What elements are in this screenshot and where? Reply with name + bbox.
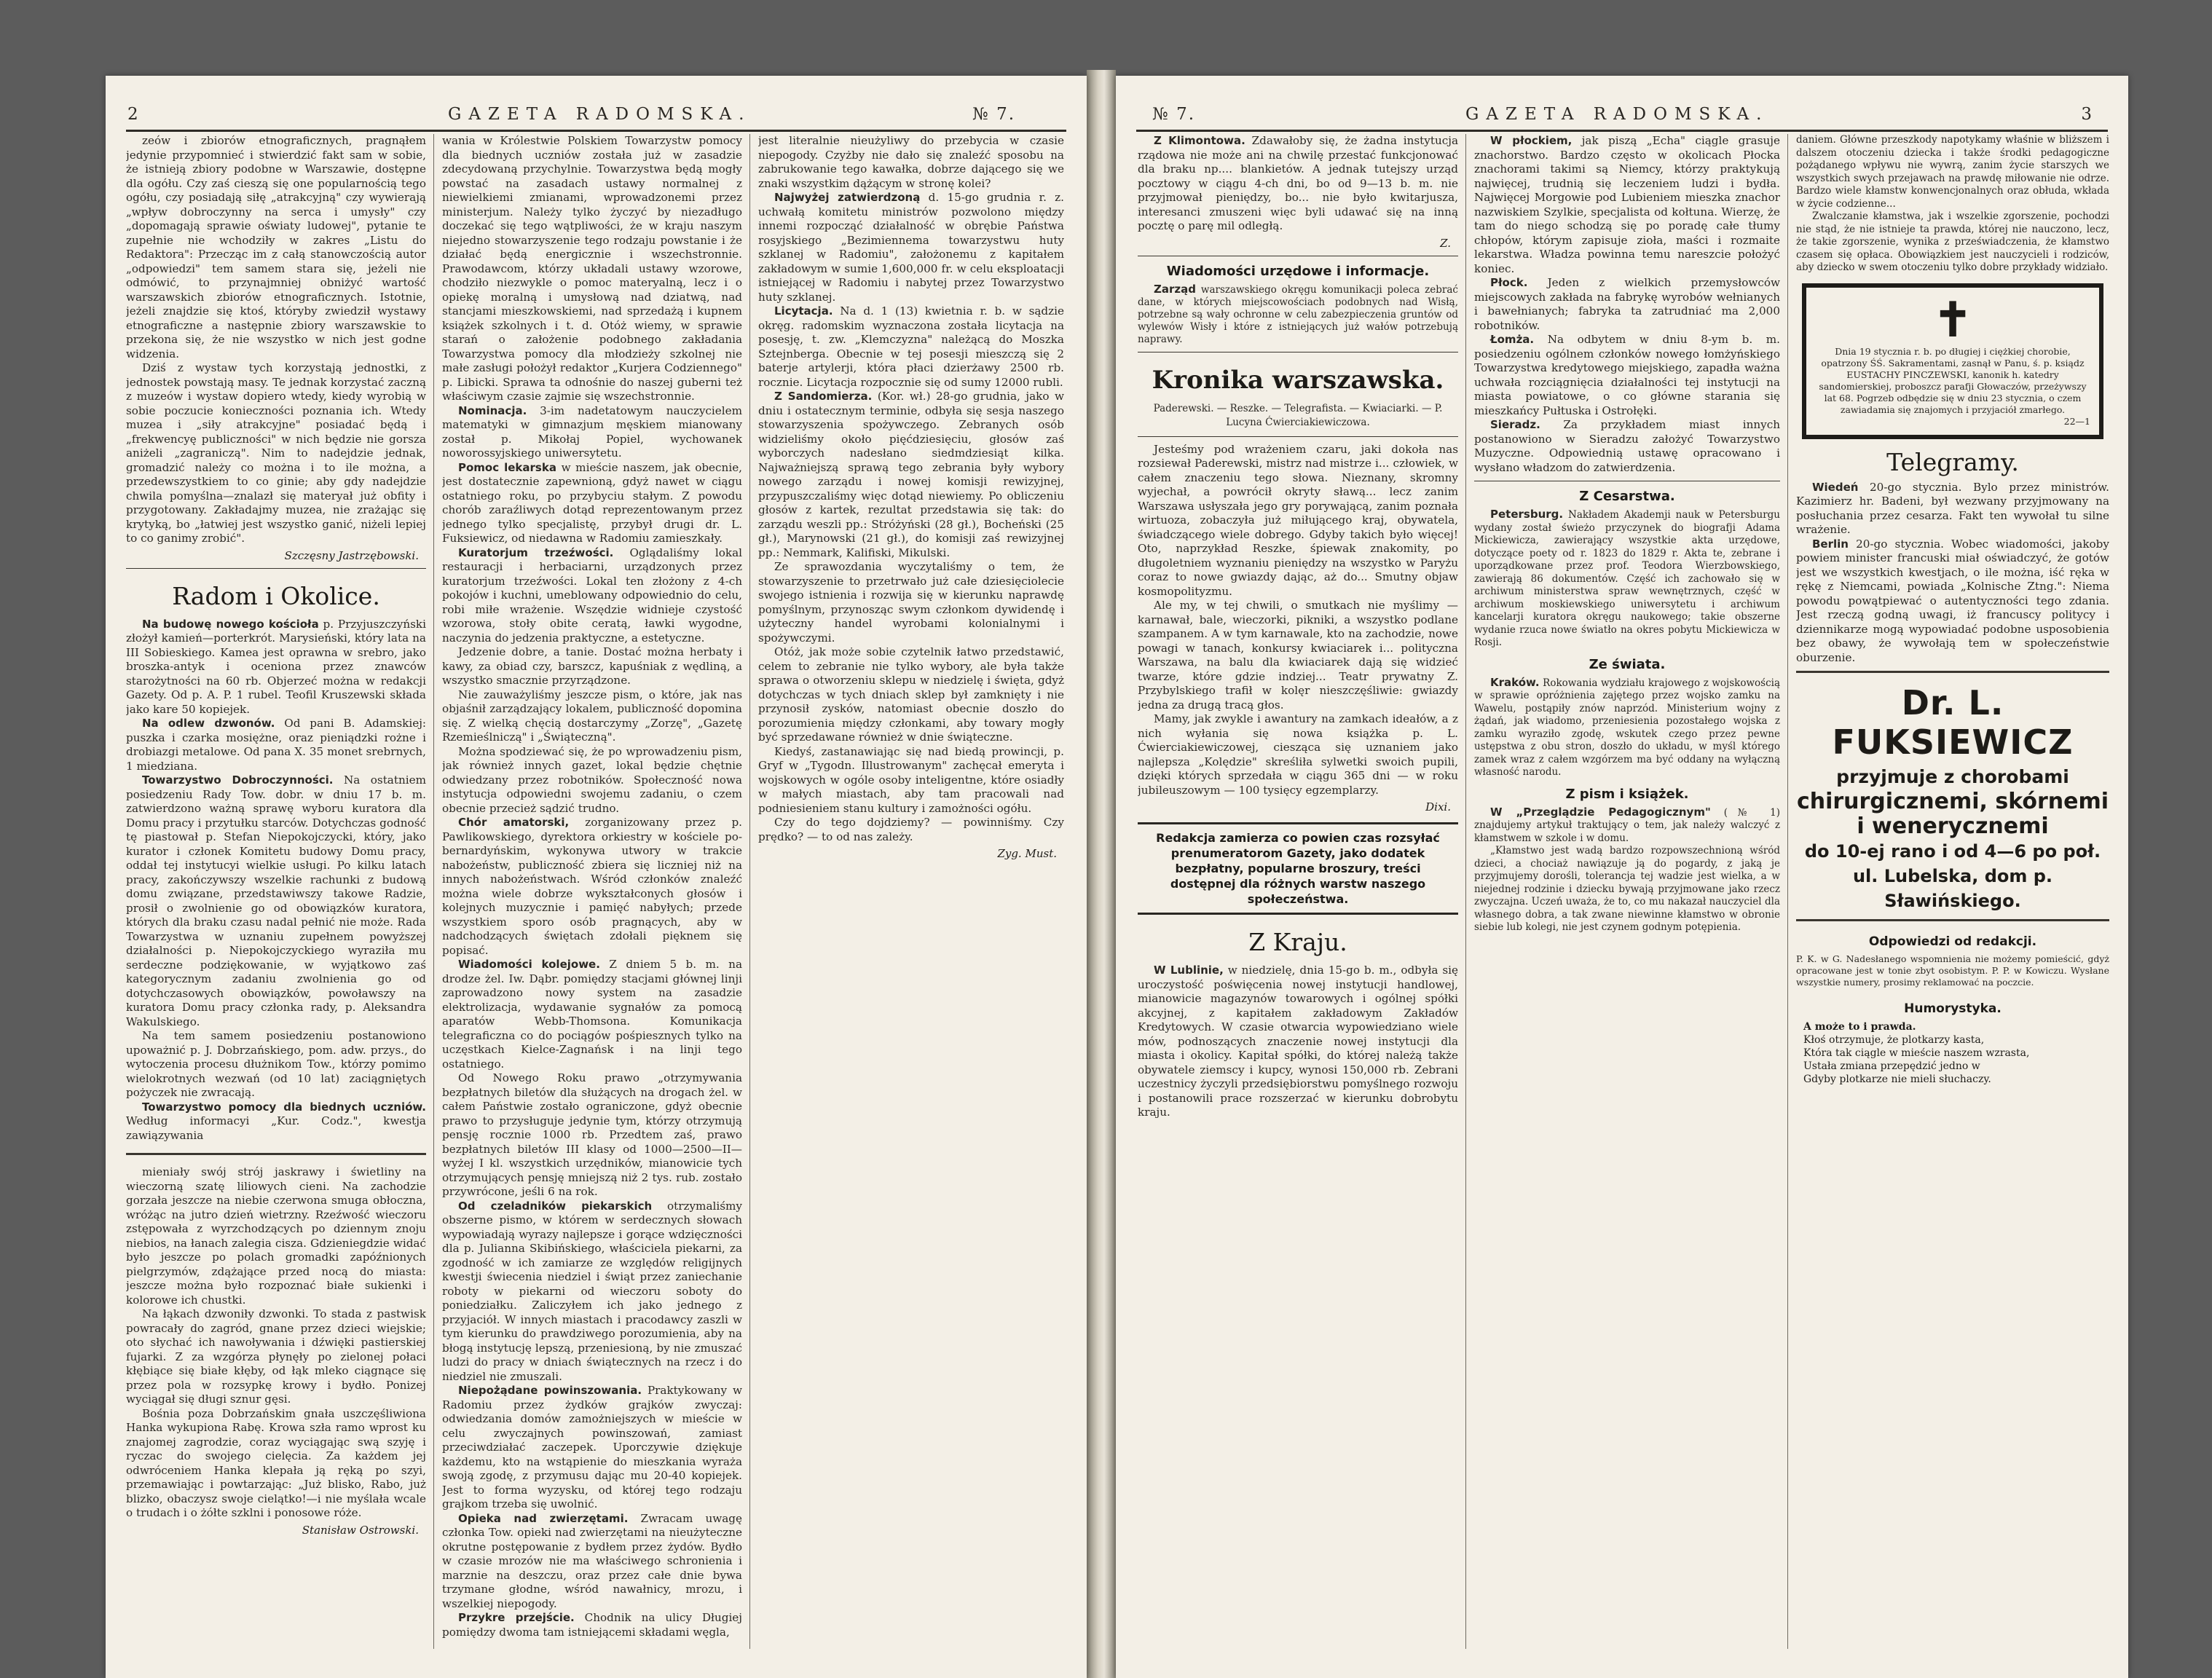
article-text: Zwalczanie kłamstwa, jak i wszelkie zgorszenie, pochodzi nie stąd, że nie istnieje ta prawda, której nie nauczono, lecz, że takie zgorszenie, wynika z przeświadczenia, że kłamstwo czasem się opłaca. Obowiązkiem jest nauczycieli i rodziców, aby dziecko w swem otoczeniu tylko dobre przykłady widziało. [1796, 210, 2109, 273]
column-3 [758, 134, 1064, 1649]
left-page [106, 76, 1087, 1678]
section-heading: Z Cesarstwa. [1579, 489, 1675, 504]
ad-line: chirurgicznemi, skórnemi [1796, 789, 2109, 814]
news-text: Ze sprawozdania wyczytaliśmy o tem, że stowarzyszenie to przetrwało już całe dziesięciolecie swojego istnienia i rozwija się w kierunku naprawdę pomyślnym, przynosząc swym członkom dywidendę i użyteczny handel wyrobami kolonialnymi i spożywczymi. [758, 560, 1064, 645]
header-rule [126, 130, 1066, 132]
kronika-text: Ale my, w tej chwili, o smutkach nie myślimy — karnawał, bale, wieczorki, pikniki, a wszystko podlane szampanem. A w tym karnawale, kto na zachodzie, nowe powagi w tanach, konkursy kwiaciarek i... polityczna Warszawa, na balu dla kwiaciarek dają się widzieć twarze, które gdzie indziej... Teatr prywatny Z. Przybylskiego trafił w kolęr nieszczęśliwie: gwiazdy jedna za drugą tracą głos. [1138, 599, 1458, 712]
news-lead: W Lublinie, [1154, 964, 1224, 977]
news-text: Zwracam uwagę członka Tow. opieki nad zwierzętami na nieużyteczne okrutne postępowanie z bydłem przez żydów. Bydło w czasie mrozów nie ma właściwego schronienia i marznie na deszczu, oraz przez całe dnie bywa trzymane głodne, wśród nawałnicy, mrozu, i wszelkiej niepogody. [442, 1511, 742, 1610]
news-text: w niedzielę, dnia 15-go b. m., odbyła się uroczystość poświęcenia nowej instytucji handlowej, mianowicie magazynów towarowych i ogólnej spółki akcyjnej, z kapitałem zakładowym Zakładów Kredytowych. W czasie otwarcia wypowiedziano wiele mów, podnoszących znaczenie nowej instytucji dla miasta i okolicy. Kapitał spółki, do której należą także obywatele ziemscy i kupcy, wynosi 150,000 rb. Zebrani uczestnicy życzyli przedsiębiorstwu pomyślnego rozwoju i postanowili prace rozszerzać w kierunku dobrobytu kraju. [1138, 964, 1458, 1119]
news-text: (№ 1) znajdujemy artykuł traktujący o tem, jak należy walczyć z kłamstwem w szkole i w domu. [1474, 806, 1780, 844]
news-lead: W „Przeglądzie Pedagogicznym" [1490, 805, 1711, 819]
article-text: daniem. Główne przeszkody napotykamy właśnie w bliższem i dalszem otoczeniu dziecka i także środki pedagogiczne pożądanego wpływu nie wywrą, zanim życie starszych we wszystkich swych przejawach na prawdę miłowanie nie odrze. Bardzo wiele kłamstw konwencjonalnych oraz obłuda, wkłada w życie codzienne... [1796, 134, 2109, 210]
signature: Stanisław Ostrowski. [302, 1523, 419, 1537]
column-1 [126, 134, 426, 1649]
replies-text: P. K. w G. Nadesłanego wspomnienia nie możemy pomieścić, gdyż opracowane jest w tonie zbyt osobistym. P. P. w Kowiczu. Wysłane wszystkie numery, prosimy reklamować na poczcie. [1796, 953, 2109, 988]
feuilleton-text: mieniały swój strój jaskrawy i świetliny na wieczorną szatę liliowych cieni. Na zachodzie gorzała jeszcze na niebie czerwona smuga obłoczna, wróżąc na jutro dzień wietrzny. Rzeźwość wieczoru zstępowała z wyrzchodzących po dziennym znoju niebios, na łanach zalegia cisza. Gdzieniegdzie widać było jeszcze po polach gromadki zapóźnionych pielgrzymów, zdążające przed nocą do miasta: jeszcze można było rozpoznać białe sukienki i kolorowe ich chustki. [126, 1165, 426, 1307]
editorial-notice: Redakcja zamierza co powien czas rozsyłać prenumeratorom Gazety, jako dodatek bezpłatny, popularne broszury, treści dostępnej dla różnych warstw naszego społeczeństwa. [1138, 822, 1458, 915]
news-text: warszawskiego okręgu komunikacji poleca zebrać dane, w których miejscowościach podobnych nad Wisłą, potrzebne są wały ochronne w celu zabezpieczenia gruntów od wylewów Wisły i które z istniejących już wałów potrzebują naprawy. [1138, 283, 1458, 345]
news-text: Na tem samem posiedzeniu postanowiono upoważnić p. J. Dobrzańskiego, pom. adw. przys., do wytoczenia procesu dłużnikom Tow., którzy pomimo wielokrotnych wezwań (od 10 lat) zaciągniętych pożyczek nie zwracają. [126, 1029, 426, 1099]
column-2 [1474, 134, 1780, 1649]
news-text: d. 15-go grudnia r. z. uchwałą komitetu ministrów pozwolono między innemi rozpocząć działalność w obrębie Państwa rosyjskiego „Bezimiennema towarzystwu huty szklanej w Radomiu", założonemu z kapitałem zakładowym w sumie 1,600,000 fr. w celu eksploatacji istniejącej w Radomiu i nabytej przez Towarzystwo huty szklanej. [758, 191, 1064, 304]
ad-line: do 10-ej rano i od 4—6 po poł. [1804, 841, 2101, 862]
news-text: otrzymaliśmy obszerne pismo, w którem w serdecznych słowach wypowiadają wyrazy najlepsze i gorące wdzięczności dla p. Julianna Skibińskiego, właściciela piekarni, za zgodność w ich zamiarze ze względów religijnych kwestji świecenia niedziel i świąt przez zaniechanie roboty w piekarni od wieczoru soboty do poniedziałku. Zaliczyłem ich jako jednego z przyjaciół. W innych miastach i pracodawcy zaszli w tym kierunku do prawdziwego porozumienia, aby na błogą instytucję lepszą, przeniesioną, by nie zmuszać ludzi do pracy w dniach świątecznych na rzecz i do niedziel nie zmuszali. [442, 1199, 742, 1383]
kronika-text: Jesteśmy pod wrażeniem czaru, jaki dokoła nas rozsiewał Paderewski, mistrz nad mistrze i... człowiek, w całem znaczeniu tego słowa. Nieznany, skromny wyjechał, a powrócił okryty sławą... lecz zanim Warszawa usłyszała jego gry porywającą, zanim poznała wirtuoza, zobaczyła już miłującego kraj, obywatela, świadczącego wiele dobrego. Gdyby takich było więcej! Oto, naprzykład Reszke, śpiewak znakomity, po długoletniem wyznaniu pieniędzy na wszystko w Paryżu coraz to nowe gwiazdy dając, aż do... Smutny objaw kosmopolityzmu. [1138, 442, 1458, 598]
ad-line: ul. Lubelska, dom p. Sławińskiego. [1852, 866, 2053, 911]
news-lead: Od czeladników piekarskich [458, 1199, 653, 1213]
news-text: Za przykładem miast innych postanowiono w Sieradzu założyć Towarzystwo Muzyczne. Odpowiednią ustawę opracowano i wysłano władzom do zatwierdzenia. [1474, 418, 1780, 474]
signature: Szczęsny Jastrzębowski. [284, 548, 419, 562]
news-text: „Kłamstwo jest wadą bardzo rozpowszechnioną wśród dzieci, a chociaż nawiązuje ją do pogardy, z jaką je przyjmujemy dorośli, tolerancja tej wadzie jest wielka, a w niejednej rodzinie i dziecku bywają przyjmowane jako rzecz zwyczajna. Uczeń uważa, że to, co mu nakazał nauczyciel dla własnego dobra, a tak zwane niewinne kłamstwo w obronie siebie lub kolegi, nie jest czynem godnym potępienia. [1474, 845, 1780, 933]
news-text: (Kor. wł.) 28-go grudnia, jako w dniu i ostatecznym terminie, odbyła się sesja naszego stowarzyszenia spożywczego. Zebranych osób widzieliśmy około pięćdziesięciu, głosów zaś wyborczych nadesłano siedmdziesiąt kilka. Najważniejszą sprawą tego zebrania były wybory nowego zarządu i nowej komisji rewizyjnej, przypuszczaliśmy więc dotąd niewiemy. Po obliczeniu głosów z kartek, rezultat przedstawia się tak: do zarządu weszli pp.: Stróżyński (28 gł.), Bocheński (25 gł.), Marynowski (21 gł.), do komisji zaś rewizyjnej pp.: Nemmark, Kalifiski, Mikulski. [758, 390, 1064, 559]
news-lead: Berlin [1812, 537, 1849, 551]
kronika-text: Mamy, jak zwykle i awantury na zamkach ideałów, a z nich wyłania się nowa książka p. L. Ćwierciakiewiczowej, ciesząca się uznaniem jako najlepsza „Kolędzie" skreśliła sylwetki swoich pupili, dzięki których sprzedała w ciągu 365 dni — w roku jubileuszowym — 100 tysięcy egzemplarzy. [1138, 712, 1458, 797]
issue-number-right: № 7. [1152, 105, 1196, 124]
header-rule [1136, 130, 2108, 132]
ad-doctor-name: Dr. L. FUKSIEWICZ [1832, 683, 2074, 762]
column-separator [1465, 134, 1466, 1649]
news-text: Czy do tego dojdziemy? — powinniśmy. Czy prędko? — to od nas zależy. [758, 816, 1064, 843]
news-lead: Z Klimontowa. [1154, 134, 1245, 147]
humor-subtitle: A może to i prawda. [1803, 1021, 1916, 1033]
column-separator [749, 134, 750, 1649]
news-lead: Wiedeń [1812, 480, 1859, 494]
news-lead: Nominacja. [458, 403, 527, 417]
humor-line: Kłoś otrzymuje, że plotkarzy kasta, [1803, 1034, 1985, 1046]
news-text: Od Nowego Roku prawo „otrzymywania bezpłatnych biletów dla służących na drogach żel. w całem Państwie zostało ograniczone, gdyż obecnie prawo to przysługuje jedynie tym, którzy otrzymują pensję rocznie 1000 rb. Przedtem zaś, prawo bezpłatnych biletów III klasy od 1000—2500—II—wyżej I kl. wszystkich urzędników, mianowicie tych otrzymujących pensję mniejszą niż 2 tys. rub. zostało przywrócone, jeśli 6 na rok. [442, 1071, 742, 1198]
article-text: zeów i zbiorów etnograficznych, pragnąłem jedynie przypomnieć i stwierdzić fakt sam w sobie, że istnieją zbiory podobne w Warszawie, dostępne dla ogółu. Czy zaś cieszą się one popularnością tego ogółu, czy posiadają siłę „atrakcyjną" czy wywierają „wpływ dobroczynny na serca i umysły" czy „dopomagają sprawie oświaty ludowej", pytanie te zupełnie nie wchodziły w zakres „Listu do Redaktora": Przecząc im z całą stanowczością autor „odpowiedzi" tem samem stara się, jeżeli nie odmówić, to przynajmniej obniżyć wartość warszawskich zbiorów etnograficznych. Istotnie, jeżeli znajdzie się ktoś, któryby zwiedził wystawy etnograficzne a następnie zbiory warszawskie to przekona się, że nie wszystko w nich jest godne widzenia. [126, 134, 426, 361]
news-text: Rokowania wydziału krajowego z wojskowością w sprawie opróżnienia zajętego przez wojsko zamku na Wawelu, postąpiły znów naprzód. Ministerium wojny z żądań, jak wiadomo, przeniesienia pozostałego wojska z zamku wyraziło zgodę, wskutek czego przez pewne ustępstwa z obu stron, doszło do układu, w myśl którego zamek wraz z całem wzgórzem ma być oddany na wyłączną własność narodu. [1474, 677, 1780, 778]
news-lead: Sieradz. [1490, 418, 1540, 431]
news-text: Na ostatniem posiedzeniu Rady Tow. dobr. w dniu 17 b. m. zatwierdzono ważną sprawę wyboru kuratora dla Domu pracy i przytułku starców. Dotychczas godność tę piastował p. Stefan Niepokojczycki, który, jako kurator i członek Komitetu budowy Domu pracy, oddał tej instytucyi wielkie usługi. Po kilku latach pracy, zakończywszy wszelkie rachunki z budową domu związane, przedstawiwszy takowe Radzie, prosił o zwolnienie go od obowiązków kuratora, których dla braku czasu nadal pełnić nie może. Rada Towarzystwa w uznaniu zupełnem powyższej działalności p. Niepokojczyckiego wyraziła mu serdeczne podziękowanie, w wyjątkowo zaś kategorycznym zadaniu zwolnienia go od dotychczasowych obowiązków, powoławszy na kuratora Domu pracy członka rady, p. Aleksandra Wakulskiego. [126, 773, 426, 1028]
telegrams-title: Telegramy. [1886, 447, 2019, 476]
news-lead: Towarzystwo pomocy dla biednych uczniów. [142, 1100, 426, 1114]
right-page [1116, 76, 2128, 1678]
news-text: Zdawałoby się, że żadna instytucja rządowa nie może ani na chwilę przestać funkcjonować dla braku np.... blankietów. A jednak tutejszy urząd pocztowy w ciągu 4-ch dni, bo od 9—13 b. m. nie przyjmował pieniędzy, bo... nie było kwitarjusza, interesanci zmuszeni więc byli udawać się na inną pocztę o parę mil odległą. [1138, 134, 1458, 232]
humor-line: Ustała zmiana przepędzić jedno w [1803, 1060, 1980, 1072]
column-separator [433, 134, 434, 1649]
obituary-box [1802, 283, 2103, 439]
news-text: Od pani B. Adamskiej: puszka i czarka mosiężne, oraz pieniądzki rożne i drobiazgi metalowe. Od pana X. 35 monet srebrnych, 1 miedziana. [126, 717, 426, 773]
divider [1796, 919, 2109, 921]
news-lead: Towarzystwo Dobroczynności. [142, 773, 334, 787]
news-text: 20-go stycznia. Wobec wiadomości, jakoby powiem minister francuski miał oświadczyć, że gotów jest we wszystkich kwestjach, o ile można, iść ręka w rękę z Niemcami, powiada „Kolnische Ztng.": Niema powodu powątpiewać o autentyczności tego zdania. Jest rzeczą godną uwagi, iż francuscy politycy i dziennikarze mogą wypowiadać podobne usposobienia bez obawy, że wywołają tem w społeczeństwie oburzenie. [1796, 537, 2109, 664]
humor-line: Która tak ciągle w mieście naszem wzrasta, [1803, 1047, 2030, 1059]
humor-title: Humorystyka. [1904, 1001, 2002, 1016]
column-separator [1787, 134, 1788, 1649]
article-text: jest literalnie nieużyliwy do przebycia w czasie niepogody. Czyżby nie dało się znaleźć sposobu na zabrukowanie tego kawałka, dobrze dającego się we znaki wszystkim dążącym w stronę kolei? [758, 134, 1064, 190]
ad-line: przyjmuje z chorobami [1836, 766, 2069, 787]
section-heading: Ze świata. [1589, 656, 1666, 672]
page-number-left: 2 [127, 105, 146, 124]
feuilleton-text: Bośnia poza Dobrzańskim gnała uszczęśliwiona Hanka wykupiona Rabę. Krowa szła ramo wprost ku znajomej zagrodzie, coraz wyciągając swą szyję i ryczac do swojego cielęcia. Za każdem jej odwróceniem Hanka klepała ją ręką po szyi, przemawiając i powtarzając: „Już blisko, Rabo, już blizko, obaczysz swoje cielątko!—i nie myślała wcale o trudach i o żółte szklni i ponosowe róże. [126, 1406, 426, 1519]
news-lead: Zarząd [1154, 282, 1196, 296]
news-lead: Pomoc lekarska [458, 460, 556, 474]
replies-title: Odpowiedzi od redakcji. [1868, 934, 2037, 949]
section-heading: Wiadomości urzędowe i informacje. [1166, 263, 1430, 279]
news-lead: W płockiem, [1490, 134, 1573, 147]
doctor-advertisement [1796, 683, 2109, 913]
kronika-subtitle: Paderewski. — Reszke. — Telegrafista. — Kwiaciarki. — P. Lucyna Ćwierciakiewiczowa. [1153, 402, 1443, 428]
news-lead: Chór amatorski, [458, 816, 570, 829]
news-lead: Opieka nad zwierzętami. [458, 1511, 629, 1525]
divider [126, 568, 426, 569]
feuilleton-text: Na łąkach dzwoniły dzwonki. To stada z pastwisk powracały do zagród, gnane przez dzieci wiejskie; oto słychać ich nawoływania i dźwięki pastierskiej fujarki. Z za wzgórza płynęły po zielonej połaci kłębiące się białe kłęby, od łąk mleko ciągnące się przez pola w rozsypkę krowy i bydło. Ponizej wyciągał się długi sznur gęsi. [126, 1307, 426, 1406]
news-text: 20-go stycznia. Bylo przez ministrów. Kazimierz hr. Badeni, był wezwany przyjmowany na posłuchania przez cesarza. Fakt ten wywołał tu silne wrażenie. [1796, 480, 2109, 536]
humor-line: Gdyby plotkarze nie mieli słuchaczy. [1803, 1074, 1991, 1085]
news-lead: Wiadomości kolejowe. [458, 958, 600, 971]
masthead-right: GAZETA RADOMSKA. [1465, 105, 1769, 124]
news-lead: Kraków. [1490, 675, 1540, 689]
news-lead: Niepożądane powinszowania. [458, 1384, 642, 1397]
feuilleton-divider [126, 1153, 426, 1155]
news-text: Według informacyi „Kur. Codz.", kwestja zawiązywania [126, 1114, 426, 1142]
cross-icon: ✝ [1933, 292, 1972, 347]
news-lead: Kuratorjum trzeźwości. [458, 545, 614, 559]
kronika-title: Kronika warszawska. [1152, 365, 1444, 395]
article-text: wania w Królestwie Polskiem Towarzystw pomocy dla biednych uczniów została już w zasadzie zdecydowaną przychylnie. Towarzystwa będą mogły powstać na zasadach ustawy normalnej z niewielkiemi zmianami, wprowadzonemi przez ministerjum. Należy tylko życzyć by niezadługo doczekać się tego wątpliwości, że w kraju naszym niejedno stowarzyszenie tego rodzaju powstanie i że działać będą energicznie i wszechstronnie. Prawodawcom, którzy układali ustawy wzorowe, chodziło niezwykle o pomoc materyalną, lecz i o opiekę moralną i umysłową nad dziatwą, nad stancjami mieszkowskiemi, nad sprzedażą i kupnem książek szkolnych i t. d. Otóż wiemy, w sprawie starań o założenie podobnego zakładania Towarzystwa pomocy dla młodzieży szkolnej nie małe zasługi położył redaktor „Kurjera Codziennego" p. Libicki. Sprawa ta odnośnie do naszej guberni też właściwym czasie zajmie się wszechstronnie. [442, 134, 742, 403]
news-lead: Na budowę nowego kościoła [142, 617, 319, 631]
obituary-text: Dnia 19 stycznia r. b. po długiej i ciężkiej chorobie, opatrzony ŚŚ. Sakramentami, zasnął w Panu, ś. p. ksiądz EUSTACHY PINCZEWSKI, kanonik h. katedry sandomierskiej, proboszcz parafji Głowaczów, przeżywszy lat 68. Pogrzeb odbędzie się w dniu 23 stycznia, o czem zawiadamia się znajomych i przyjaciół zmarłego. [1819, 345, 2087, 415]
news-text: Otóż, jak może sobie czytelnik łatwo przedstawić, celem to zebranie nie tylko wybory, ale była także sprawa o otworzeniu sklepu w niedzielę i święta, gdyż dotychczas w tych dniach sklep był zamknięty i nie przynosił zysków, natomiast obecnie doszło do porozumienia między członkami, aby towary mogły być sprzedawane również w dnie świąteczne. [758, 645, 1064, 744]
divider [1796, 671, 2109, 673]
column-3 [1796, 134, 2109, 1649]
news-lead: Na odlew dzwonów. [142, 717, 275, 730]
issue-number-left: № 7. [972, 105, 1016, 124]
section-title: Radom i Okolice. [172, 581, 380, 610]
signature: Zyg. Must. [997, 847, 1057, 860]
news-text: Można spodziewać się, że po wprowadzeniu pism, jak również innych gazet, lokal będzie chętnie odwiedzany przez robotników. Społeczność nowa instytucja odpowiedni swojemu zadaniu, o czem obecnie przecież sądzić trudno. [442, 744, 742, 815]
page-number-right: 3 [2081, 105, 2099, 124]
news-lead: Z Sandomierza. [774, 390, 873, 403]
section-heading: Z pism i książek. [1565, 786, 1689, 802]
column-1 [1138, 134, 1458, 1649]
news-text: Jeden z wielkich przemysłowców miejscowych zakłada na fabrykę wyrobów wełnianych i bawełnianych; fabryka ta zatrudniać ma 2,000 robotników. [1474, 276, 1780, 332]
news-text: w mieście naszem, jak obecnie, jest dostatecznie zapewnioną, gdyż nawet w ciągu ostatniego roku, po przybyciu stałym. Z powodu chorób zaraźliwych dotąd reprezentowanym przez jednego tylko specjalistę, przybył drugi dr. L. Fuksiewicz, od niedawna w Radomiu zamieszkały. [442, 460, 742, 545]
column-2 [442, 134, 742, 1649]
news-lead: Łomża. [1490, 333, 1535, 346]
news-text: Na d. 1 (13) kwietnia r. b. w sądzie okręg. radomskim wyznaczona została licytacja na posesję, t. zw. „Klemczyzna" należącą do Moszka Sztejnberga. Obecnie w tej posesji mieszczą się 2 baterje artylerji, która płaci dzierżawy 2500 rb. rocznie. Licytacja rozpocznie się od sumy 12000 rubli. [758, 304, 1064, 389]
section-title: Z Kraju. [1248, 928, 1347, 956]
news-lead: Petersburg. [1490, 508, 1564, 521]
news-text: 3-im nadetatowym nauczycielem matematyki w gimnazjum męskiem mianowany został p. Mikołaj Popiel, wychowanek noworossyjskiego uniwersytetu. [442, 403, 742, 460]
news-text: Oglądaliśmy lokal restauracji i herbaciarni, urządzonych przez kuratorjum trzeźwości. Lokal ten złożony z 4-ch pokojów i kuchni, umeblowany odpowiednio do celu, robi miłe wrażenie. Wszędzie widnieje czystość wzorowa, stoły obite ceratą, ławki wygodne, naczynia do jedzenia praktyczne, a estetyczne. [442, 545, 742, 645]
news-text: Z dniem 5 b. m. na drodze żel. Iw. Dąbr. pomiędzy stacjami głównej linji zaprowadzono nowy system na zasadzie elektrolizacja, wydawanie sygnałów za pomocą aparatów Webb-Thomsona. Komunikacja telegraficzna co do pociągów pośpiesznych tylko na uczęstkach Kielce-Zagnańsk i na linji tego ostatniego. [442, 958, 742, 1071]
news-text: Nakładem Akademji nauk w Petersburgu wydany został świeżo przyczynek do biografji Adama Mickiewicza, zawierający wszystkie akta urzędowe, dotyczące poety od r. 1823 do 1829 r. Akta te, zebrane i uporządkowane przez prof. Teodora Wierzbowskiego, zawierają 86 dokumentów. Część ich zachowało się w archiwum ministerstwa spraw wewnętrznych, część w archiwum moskiewskiego uniwersytetu i archiwum kancelarji kuratora okręgu naukowego; takie obszerne wydanie rzuca nowe światło na okres pobytu Mickiewicza w Rosji. [1474, 509, 1780, 648]
book-spine [1087, 70, 1116, 1678]
article-text: Dziś z wystaw tych korzystają jednostki, z jednostek powstają masy. Te jednak korzystać zaczną z muzeów i wystaw dopiero wtedy, kiedy wyrobią w sobie poczucie konieczności poznania ich. Wtedy muzea i „siły atrakcyjne" posiadać będą i „frekwencyę publiczności" w nich będzie nie gorsza aniżeli „zagraniczą". Nim to nadejdzie jednak, gromadzić należy co można i to ile można, a przedewszystkiem to co ginie; aby gdy nadejdzie chwila pomyślna—znalazł się materyał już obfity i przygotowany. Zakładajmy muzea, nie zrażając się krytyką, bo „łatwiej jest wszystko ganić, niżeli lepiej to co ganimy zrobić". [126, 361, 426, 545]
obituary-code: 22—1 [2063, 415, 2090, 427]
news-lead: Płock. [1490, 276, 1528, 289]
signature: Z. [1440, 236, 1451, 250]
divider [1138, 436, 1458, 437]
signature: Dixi. [1425, 800, 1451, 814]
masthead-left: GAZETA RADOMSKA. [448, 105, 752, 124]
news-text: Nie zauważyliśmy jeszcze pism, o które, jak nas objaśnił zarządzający lokalem, publiczność dopomina się. Z wielką chęcią dostarczymy „Zorzę", „Gazetę Rzemieślniczą" i „Świąteczną". [442, 688, 742, 744]
ad-line: i wenerycznemi [1857, 814, 2049, 839]
news-text: jak piszą „Echa" ciągle grasuje znachorstwo. Bardzo często w okolicach Płocka znachorami takimi są Niemcy, którzy praktykują najwięcej, trudnią się leczeniem ludzi i bydła. Najwięcej Morgowie pod Lubieniem mieszka znachor nazwiskiem Szylkie, specjalista od kołtuna. Wierzę, że tam do niego schodzą się po poradę całe tłumy chłopów, którym zapisuje zioła, maści i rozmaite lekarstwa. Władza powinna temu nareszcie położyć koniec. [1474, 134, 1780, 275]
news-text: Chodnik na ulicy Długiej pomiędzy dwoma tam istniejącemi składami węgla, [442, 1611, 742, 1639]
news-text: Praktykowany w Radomiu przez żydków grajków zwyczaj: odwiedzania domów zamożniejszych w mieście w celu zwyczajnych powinszowań, zamiast przeciwdziałać zaczepek. Uporczywie dziękuje każdemu, kto na wstąpienie do mieszkania wyraża swoją zgodę, z przymusu dając mu 20-40 kopiejek. Jest to forma wyzysku, od której tego rodzaju grajkom trzeba się uwolnić. [442, 1384, 742, 1510]
news-lead: Przykre przejście. [458, 1611, 575, 1624]
news-text: p. Przyjuszczyński złożył kamień—porterkrót. Marysieński, który lata na III Sobieskiego. Kamea jest oprawna w srebro, jako broszka-antyk i oceniona przez znawców starożytności na 60 rb. Objerzeć można w redakcji Gazety. Od p. A. P. 1 rubel. Teofil Kruszewski składa jako kare 50 kopiejek. [126, 617, 426, 716]
news-text: zorganizowany przez p. Pawlikowskiego, dyrektora orkiestry w kościele po-bernardyńskim, wykonywa utwory w trakcie nabożeństw, publiczność zbiera się liczniej niż na innych nabożeństwach. Wśród członków znaleźć można wiele dobrze wykształconych głosów i kolejnych muzycznie i pamięć nabyłych; przede wszystkiem sporo osób pragnących, aby w nadchodzących świętach zdołali pięknem się popisać. [442, 816, 742, 957]
news-text: Kiedyś, zastanawiając się nad biedą prowincji, p. Gryf w „Tygodn. Illustrowanym" zachęcał emeryta i wojskowych w ogóle osoby inteligentne, które osiadły w małych miastach, aby tam pracowali nad podniesieniem stanu kultury i zamożności ogółu. [758, 744, 1064, 815]
news-lead: Najwyżej zatwierdzoną [774, 191, 921, 204]
news-text: Na odbytem w dniu 8-ym b. m. posiedzeniu ogólnem członków nowego łomżyńskiego Towarzystwa kredytowego miejskiego, zapadła ważna uchwała rozciągnięcia działalności tej instytucji na miasta powiatowe, o co główne starania się mieszkańcy Pułtuska i Ostrołęki. [1474, 333, 1780, 417]
news-text: Jedzenie dobre, a tanie. Dostać można herbaty i kawy, za obiad czy, barszcz, kapuśniak z wędliną, a wszystko smacznie przyrządzone. [442, 645, 742, 687]
news-lead: Licytacja. [774, 304, 833, 318]
